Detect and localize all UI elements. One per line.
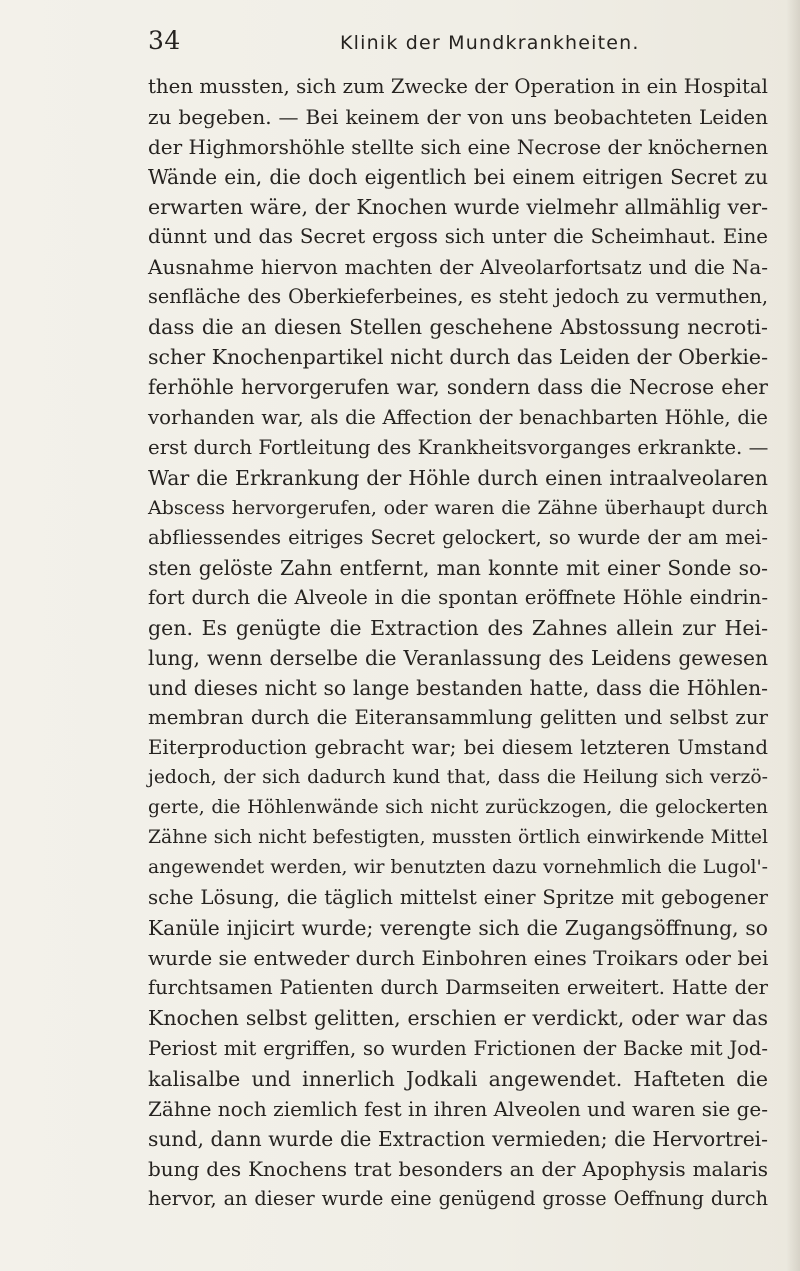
text-line: ferhöhle hervorgerufen war, sondern dass die Necrose eher	[148, 375, 768, 400]
text-line: zu begeben. — Bei keinem der von uns beobachteten Leiden	[148, 105, 768, 130]
text-line: Kanüle injicirt wurde; verengte sich die Zugangsöffnung, so	[148, 916, 768, 941]
text-line: dass die an diesen Stellen geschehene Abstossung necroti-	[148, 315, 768, 340]
text-line: Periost mit ergriffen, so wurden Frictionen der Backe mit Jod-	[148, 1036, 768, 1060]
text-line: Zähne sich nicht befestigten, mussten örtlich einwirkende Mittel	[148, 827, 768, 849]
text-line: Abscess hervorgerufen, oder waren die Zähne überhaupt durch	[148, 496, 768, 519]
text-line: then mussten, sich zum Zwecke der Operation in ein Hospital	[148, 75, 768, 98]
text-line: gerte, die Höhlenwände sich nicht zurückzogen, die gelockerten	[148, 797, 768, 819]
text-line: angewendet werden, wir benutzten dazu vornehmlich die Lugol'-	[148, 857, 768, 879]
text-line: War die Erkrankung der Höhle durch einen intraalveolaren	[148, 465, 768, 490]
page-number: 34	[148, 26, 181, 55]
text-line: senfläche des Oberkieferbeines, es steht jedoch zu vermuthen,	[148, 285, 768, 309]
text-line: gen. Es genügte die Extraction des Zahnes allein zur Hei-	[148, 615, 768, 640]
text-line: Ausnahme hiervon machten der Alveolarfortsatz und die Na-	[148, 255, 768, 280]
text-line: jedoch, der sich dadurch kund that, dass die Heilung sich verzö-	[148, 767, 768, 789]
text-line: Zähne noch ziemlich fest in ihren Alveolen und waren sie ge-	[148, 1096, 768, 1121]
text-line: sche Lösung, die täglich mittelst einer Spritze mit gebogener	[148, 886, 768, 910]
text-line: furchtsamen Patienten durch Darmseiten erweitert. Hatte der	[148, 976, 768, 1000]
text-line: hervor, an dieser wurde eine genügend grosse Oeffnung durch	[148, 1186, 768, 1210]
text-line: fort durch die Alveole in die spontan eröffnete Höhle eindrin-	[148, 585, 768, 609]
text-line: Wände ein, die doch eigentlich bei einem eitrigen Secret zu	[148, 165, 768, 190]
text-line: sten gelöste Zahn entfernt, man konnte mit einer Sonde so-	[148, 555, 768, 580]
text-line: bung des Knochens trat besonders an der Apophysis malaris	[148, 1156, 768, 1181]
text-line: Eiterproduction gebracht war; bei diesem letzteren Umstand	[148, 736, 768, 760]
running-title: Klinik der Mundkrankheiten.	[340, 32, 640, 54]
text-line: scher Knochenpartikel nicht durch das Leiden der Oberkie-	[148, 345, 768, 370]
text-line: lung, wenn derselbe die Veranlassung des Leidens gewesen	[148, 645, 768, 670]
page-header	[148, 26, 788, 66]
text-line: wurde sie entweder durch Einbohren eines Troikars oder bei	[148, 946, 769, 971]
text-line: sund, dann wurde die Extraction vermieden; die Hervortrei-	[148, 1126, 768, 1151]
text-line: dünnt und das Secret ergoss sich unter die Scheimhaut. Eine	[148, 225, 768, 249]
body-text	[148, 72, 768, 1214]
text-line: vorhanden war, als die Affection der benachbarten Höhle, die	[148, 405, 768, 429]
text-line: und dieses nicht so lange bestanden hatte, dass die Höhlen-	[148, 675, 768, 700]
text-line: abfliessendes eitriges Secret gelockert, so wurde der am mei-	[148, 525, 768, 549]
text-line: membran durch die Eiteransammlung gelitten und selbst zur	[148, 705, 768, 729]
text-line: kalisalbe und innerlich Jodkali angewendet. Hafteten die	[148, 1066, 768, 1091]
text-line: Knochen selbst gelitten, erschien er verdickt, oder war das	[148, 1006, 768, 1031]
text-line: erwarten wäre, der Knochen wurde vielmehr allmählig ver-	[148, 195, 768, 220]
text-line: erst durch Fortleitung des Krankheitsvorganges erkrankte. —	[148, 435, 769, 459]
page-edge-shadow	[786, 0, 800, 1271]
text-line: der Highmorshöhle stellte sich eine Necrose der knöchernen	[148, 135, 769, 160]
